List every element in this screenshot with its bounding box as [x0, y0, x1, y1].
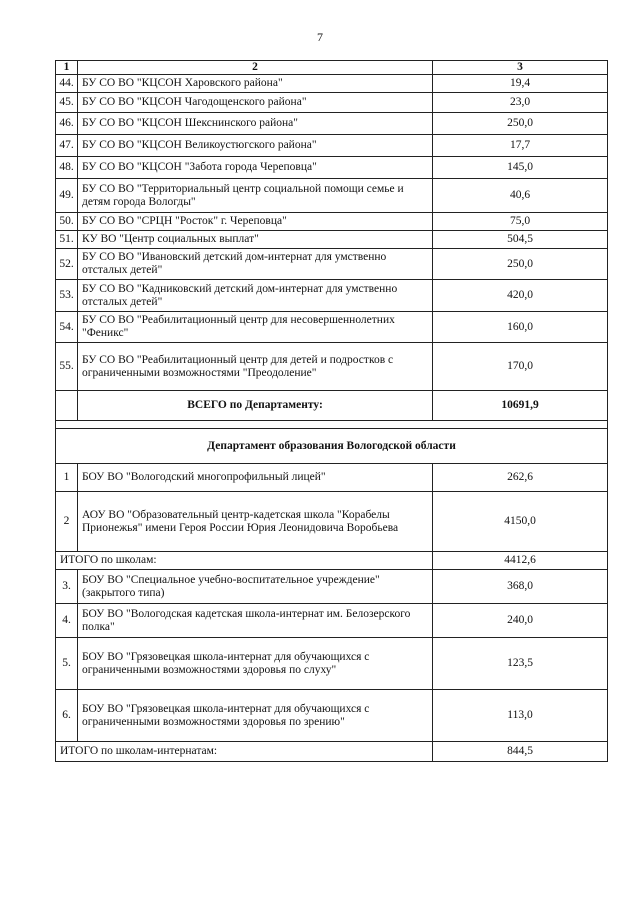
row-number: 53.: [56, 280, 78, 312]
section-row: [56, 429, 608, 464]
section-title: Департамент образования Вологодской области: [56, 429, 608, 464]
row-value: 19,4: [433, 75, 608, 93]
table-row: [56, 157, 608, 179]
page-number: 7: [317, 30, 323, 44]
table-row: [56, 93, 608, 113]
row-number: 6.: [56, 690, 78, 742]
table-row: [56, 249, 608, 280]
row-number: 50.: [56, 213, 78, 231]
row-name: БУ СО ВО "КЦСОН Шекснинского района": [78, 113, 433, 135]
row-number: 45.: [56, 93, 78, 113]
row-number: 48.: [56, 157, 78, 179]
header-col-3: 3: [433, 61, 608, 75]
row-value: 113,0: [433, 690, 608, 742]
row-name: БУ СО ВО "Территориальный центр социальной помощи семье и детям города Вологды": [78, 179, 433, 213]
total-department-row: [56, 391, 608, 421]
table-row: [56, 179, 608, 213]
row-number: 52.: [56, 249, 78, 280]
row-value: 17,7: [433, 135, 608, 157]
table-row: [56, 231, 608, 249]
row-name: БУ СО ВО "Ивановский детский дом-интернат для умственно отсталых детей": [78, 249, 433, 280]
row-number: 3.: [56, 570, 78, 604]
row-name: БУ СО ВО "КЦСОН Великоустюгского района": [78, 135, 433, 157]
table-row: [56, 690, 608, 742]
row-number: 1: [56, 464, 78, 492]
total-schools-label: ИТОГО по школам:: [56, 552, 433, 570]
header-col-1: 1: [56, 61, 78, 75]
row-name: БУ СО ВО "Реабилитационный центр для детей и подростков с ограниченными возможностями "Преодоление": [78, 343, 433, 391]
total-boarding-label: ИТОГО по школам-интернатам:: [56, 742, 433, 762]
row-value: 145,0: [433, 157, 608, 179]
table-row: [56, 638, 608, 690]
table-row: [56, 135, 608, 157]
row-value: 23,0: [433, 93, 608, 113]
table-row: [56, 604, 608, 638]
row-name: БУ СО ВО "СРЦН "Росток" г. Череповца": [78, 213, 433, 231]
row-number: 4.: [56, 604, 78, 638]
row-name: БУ СО ВО "КЦСОН Чагодощенского района": [78, 93, 433, 113]
row-value: 250,0: [433, 249, 608, 280]
row-name: БОУ ВО "Грязовецкая школа-интернат для обучающихся с ограниченными возможностями здоровья по слуху": [78, 638, 433, 690]
table-cell-empty: [56, 391, 78, 421]
row-value: 4150,0: [433, 492, 608, 552]
row-value: 123,5: [433, 638, 608, 690]
table-row: [56, 570, 608, 604]
row-value: 420,0: [433, 280, 608, 312]
row-value: 170,0: [433, 343, 608, 391]
total-boarding-value: 844,5: [433, 742, 608, 762]
table-row: [56, 213, 608, 231]
table-header-row: [56, 61, 608, 75]
table-row: [56, 280, 608, 312]
table-row: [56, 75, 608, 93]
row-name: КУ ВО "Центр социальных выплат": [78, 231, 433, 249]
table-row: [56, 464, 608, 492]
table-row: [56, 492, 608, 552]
spacer-row: [56, 421, 608, 429]
spacer-cell: [56, 421, 608, 429]
total-schools-row: [56, 552, 608, 570]
table-row: [56, 312, 608, 343]
row-name: БУ СО ВО "КЦСОН "Забота города Череповца": [78, 157, 433, 179]
row-value: 368,0: [433, 570, 608, 604]
row-name: АОУ ВО "Образовательный центр-кадетская школа "Корабелы Прионежья" имени Героя России Юрия Леонидовича Воробьева: [78, 492, 433, 552]
row-number: 55.: [56, 343, 78, 391]
row-number: 5.: [56, 638, 78, 690]
row-number: 46.: [56, 113, 78, 135]
row-name: БУ СО ВО "КЦСОН Харовского района": [78, 75, 433, 93]
row-number: 44.: [56, 75, 78, 93]
row-number: 47.: [56, 135, 78, 157]
table-row: [56, 113, 608, 135]
row-number: 49.: [56, 179, 78, 213]
row-value: 240,0: [433, 604, 608, 638]
row-value: 262,6: [433, 464, 608, 492]
row-name: БУ СО ВО "Кадниковский детский дом-интернат для умственно отсталых детей": [78, 280, 433, 312]
row-value: 504,5: [433, 231, 608, 249]
total-department-label: ВСЕГО по Департаменту:: [78, 391, 433, 421]
row-name: БОУ ВО "Вологодская кадетская школа-интернат им. Белозерского полка": [78, 604, 433, 638]
row-name: БОУ ВО "Специальное учебно-воспитательное учреждение" (закрытого типа): [78, 570, 433, 604]
row-value: 160,0: [433, 312, 608, 343]
total-boarding-row: [56, 742, 608, 762]
total-schools-value: 4412,6: [433, 552, 608, 570]
row-number: 51.: [56, 231, 78, 249]
table-row: [56, 343, 608, 391]
row-name: БОУ ВО "Вологодский многопрофильный лицей": [78, 464, 433, 492]
total-department-value: 10691,9: [433, 391, 608, 421]
budget-table: [55, 60, 608, 762]
row-number: 2: [56, 492, 78, 552]
row-value: 40,6: [433, 179, 608, 213]
row-name: БОУ ВО "Грязовецкая школа-интернат для обучающихся с ограниченными возможностями здоровья по зрению": [78, 690, 433, 742]
header-col-2: 2: [78, 61, 433, 75]
row-number: 54.: [56, 312, 78, 343]
row-name: БУ СО ВО "Реабилитационный центр для несовершеннолетних "Феникс": [78, 312, 433, 343]
row-value: 75,0: [433, 213, 608, 231]
row-value: 250,0: [433, 113, 608, 135]
